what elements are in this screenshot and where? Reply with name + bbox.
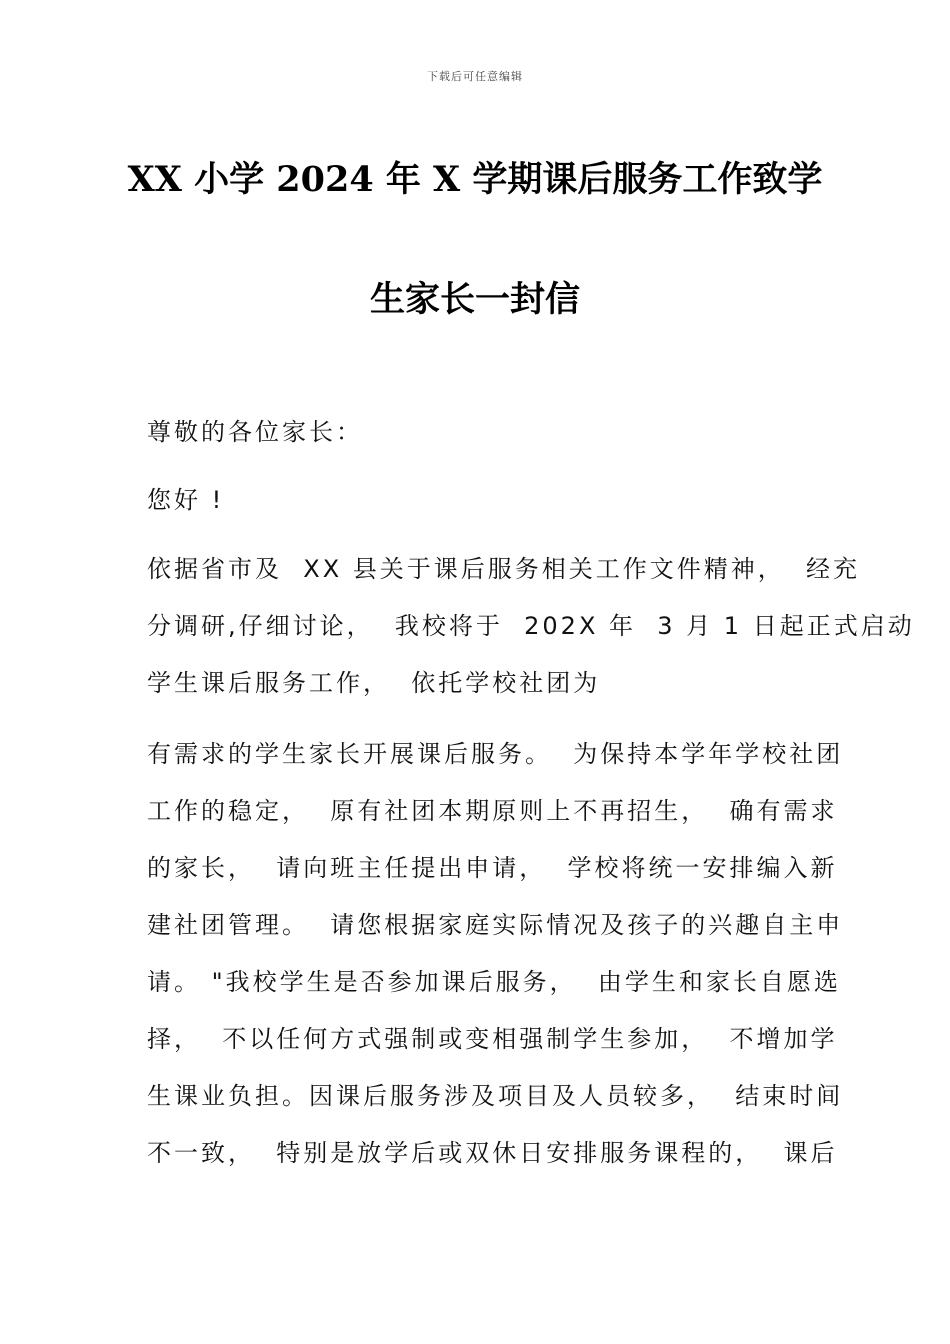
paragraph-2-line-7: 生课业负担。因课后服务涉及项目及人员较多， 结束时间 [147,1082,844,1110]
paragraph-1-line-2: 分调研,仔细讨论， 我校将于 202X 年 3 月 1 日起正式启动 [147,612,915,640]
download-note: 下载后可任意编辑 [427,70,523,83]
document-title-line-1: XX 小学 2024 年 X 学期课后服务工作致学 [127,159,823,200]
paragraph-2-line-3: 的家长， 请向班主任提出申请， 学校将统一安排编入新 [147,854,838,882]
paragraph-2-line-5: 请。 "我校学生是否参加课后服务， 由学生和家长自愿选 [147,968,841,996]
paragraph-2-line-1: 有需求的学生家长开展课后服务。 为保持本学年学校社团 [147,740,844,768]
paragraph-2-line-4: 建社团管理。 请您根据家庭实际情况及孩子的兴趣自主申 [147,911,844,939]
paragraph-2-line-6: 择， 不以任何方式强制或变相强制学生参加， 不增加学 [147,1025,838,1053]
paragraph-1-line-3: 学生课后服务工作， 依托学校社团为 [147,669,601,697]
paragraph-2-line-2: 工作的稳定， 原有社团本期原则上不再招生， 确有需求 [147,797,838,825]
paragraph-2-line-8: 不一致， 特别是放学后或双休日安排服务课程的， 课后 [147,1139,838,1167]
document-title-line-2: 生家长一封信 [369,279,580,320]
greeting: 您好 ! [147,486,225,514]
salutation: 尊敬的各位家长： [147,418,363,446]
paragraph-1-line-1: 依据省市及 XX 县关于课后服务相关工作文件精神， 经充 [147,555,861,583]
